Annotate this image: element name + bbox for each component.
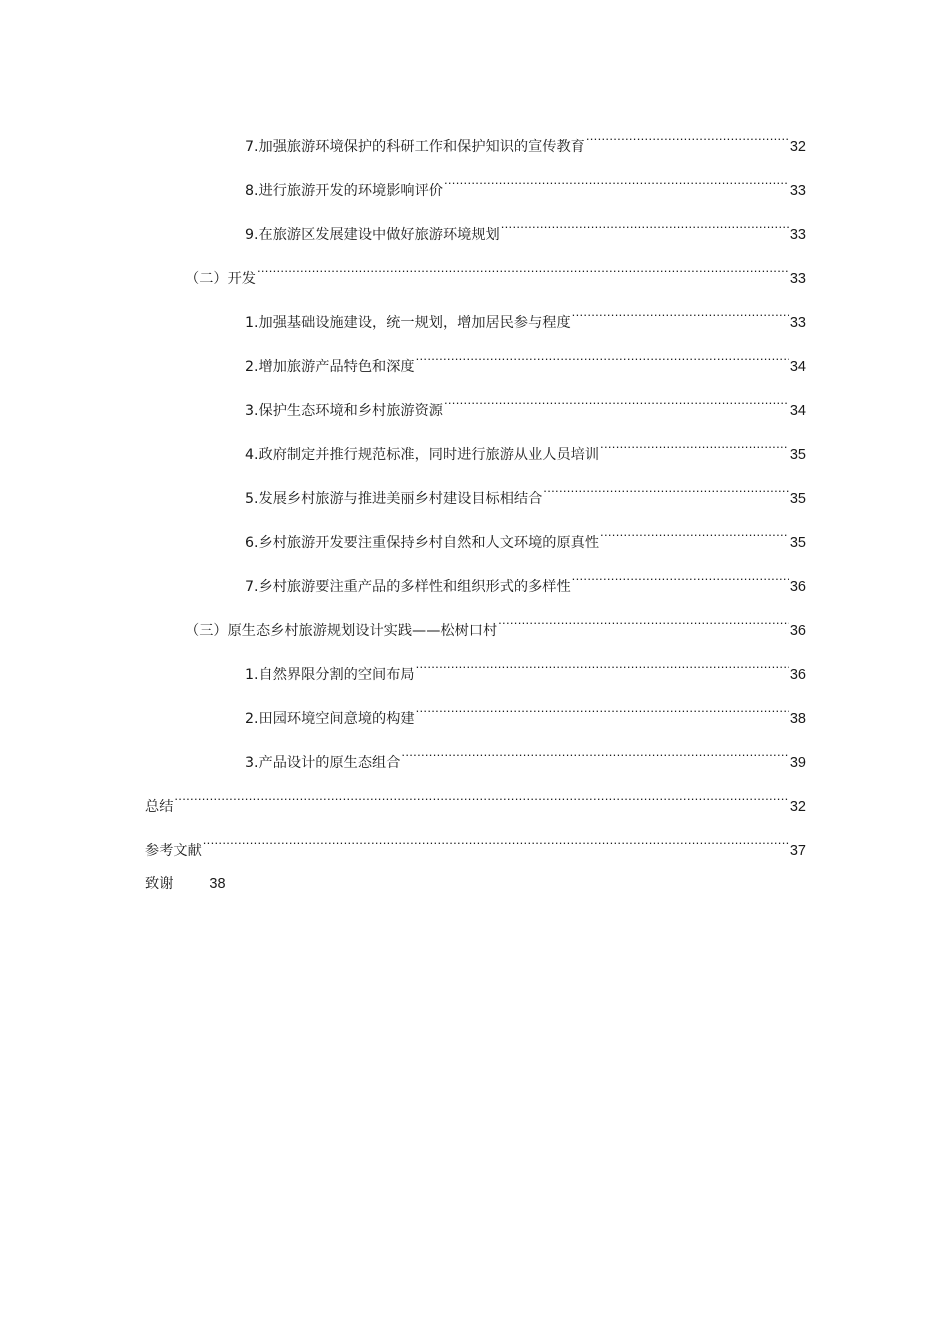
toc-entry-page-number: 38 [789,711,806,727]
toc-entry-title: 参考文献 [145,843,202,859]
toc-entry-title: 总结 [145,799,174,815]
toc-entry-page-number: 34 [789,403,806,419]
toc-entry-page-number: 35 [789,447,806,463]
toc-entry-title: 6.乡村旅游开发要注重保持乡村自然和人文环境的原真性 [245,535,600,551]
toc-entry[interactable] [245,297,806,331]
toc-entry[interactable] [245,473,806,507]
toc-dot-leader [572,297,789,327]
toc-entry[interactable] [245,737,806,771]
toc-entry-title: 7.乡村旅游要注重产品的多样性和组织形式的多样性 [245,579,571,595]
toc-dot-leader [498,605,789,635]
toc-dot-leader [543,473,789,503]
toc-entry-page-number: 38 [209,876,226,892]
toc-dot-leader [416,649,789,679]
toc-entry-page-number: 35 [789,535,806,551]
toc-entry[interactable] [245,209,806,243]
toc-entry[interactable] [245,517,806,551]
toc-entry[interactable] [245,693,806,727]
toc-entry-page-number: 36 [789,667,806,683]
toc-entry-title: 致谢 [145,876,174,892]
toc-entry[interactable] [245,561,806,595]
toc-entry[interactable] [245,121,806,155]
toc-dot-leader [416,693,789,723]
toc-entry-title: 5.发展乡村旅游与推进美丽乡村建设目标相结合 [245,491,543,507]
toc-entry-page-number: 37 [789,843,806,859]
toc-entry[interactable] [245,649,806,683]
toc-entry[interactable] [145,825,806,859]
toc-entry-page-number: 32 [789,799,806,815]
toc-dot-leader [174,781,788,811]
toc-entry[interactable] [245,165,806,199]
toc-entry-title: 8.进行旅游开发的环境影响评价 [245,183,443,199]
toc-entry-page-number: 36 [789,623,806,639]
toc-entry-page-number: 32 [789,139,806,155]
toc-dot-leader [444,385,789,415]
toc-dot-leader [501,209,789,239]
toc-dot-leader [600,517,789,547]
toc-entry[interactable] [185,605,806,639]
toc-entry[interactable] [245,341,806,375]
toc-dot-leader [257,253,789,283]
toc-entry-page-number: 33 [789,227,806,243]
toc-dot-leader [401,737,788,767]
toc-entry-title: 3.保护生态环境和乡村旅游资源 [245,403,443,419]
toc-entry-page-number: 33 [789,315,806,331]
toc-entry-title: 2.田园环境空间意境的构建 [245,711,415,727]
toc-entry[interactable] [185,253,806,287]
toc-entry-title: 3.产品设计的原生态组合 [245,755,401,771]
toc-dot-leader [416,341,789,371]
toc-entry-page-number: 35 [789,491,806,507]
toc-entry[interactable] [145,869,806,899]
toc-entry-page-number: 33 [789,271,806,287]
toc-entry-title: 2.增加旅游产品特色和深度 [245,359,415,375]
toc-entry-title: 1.自然界限分割的空间布局 [245,667,415,683]
toc-entry[interactable] [145,781,806,815]
toc-entry-title: 7.加强旅游环境保护的科研工作和保护知识的宣传教育 [245,139,585,155]
toc-entry-title: 9.在旅游区发展建设中做好旅游环境规划 [245,227,500,243]
toc-entry-page-number: 39 [789,755,806,771]
toc-entry-page-number: 36 [789,579,806,595]
toc-entry-page-number: 33 [789,183,806,199]
toc-dot-leader [444,165,789,195]
toc-entry-title: 1.加强基础设施建设，统一规划，增加居民参与程度 [245,315,571,331]
toc-entry[interactable] [245,429,806,463]
toc-entry-title: （三）原生态乡村旅游规划设计实践——松树口村 [185,623,498,639]
toc-dot-leader [203,825,789,855]
toc-dot-leader [600,429,789,459]
toc-dot-leader [572,561,789,591]
toc-entry[interactable] [245,385,806,419]
toc-entry-title: （二）开发 [185,271,256,287]
toc-entry-title: 4.政府制定并推行规范标准，同时进行旅游从业人员培训 [245,447,600,463]
toc-entry-page-number: 34 [789,359,806,375]
toc-dot-leader [586,121,789,151]
